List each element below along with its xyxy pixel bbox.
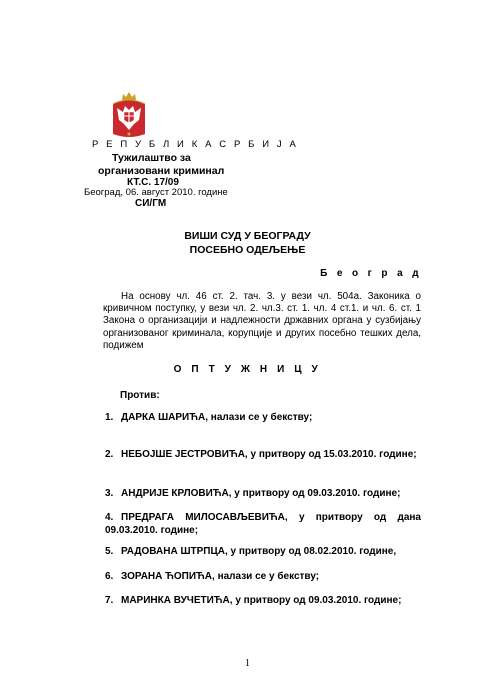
- case-number: КТ.С. 17/09: [127, 177, 179, 188]
- preamble-paragraph: На основу чл. 46 ст. 2. тач. 3. у вези чл. 504а. Законика о кривичном поступку, у вези чл. 2. чл.3. ст. 1. чл. 4 ст.1. и чл. 6. ст. 1 Закона о организацији и надлежности државних органа у сузбијању организованог криминала, корупције и других посебно тешких дела, подижем: [103, 291, 421, 351]
- accused-item: [105, 448, 421, 461]
- accused-text: АНДРИЈЕ КРЛОВИЋА, у притвору од 09.03.2010. године;: [121, 488, 401, 499]
- accused-number: 4.: [105, 512, 114, 523]
- accused-number: 7.: [105, 595, 114, 606]
- republic-heading: Р Е П У Б Л И К А С Р Б И Ј А: [92, 139, 299, 150]
- accused-text: РАДОВАНА ШТРПЦА, у притвору од 08.02.2010. године,: [121, 546, 397, 557]
- court-name: ВИШИ СУД У БЕОГРАДУ: [184, 230, 311, 242]
- accused-number: 1.: [105, 412, 114, 423]
- page-number: 1: [245, 658, 250, 669]
- document-title: О П Т У Ж Н И Ц У: [173, 364, 322, 375]
- accused-number: 3.: [105, 488, 114, 499]
- serbian-coat-of-arms-icon: [111, 90, 147, 140]
- accused-item: [105, 411, 421, 424]
- court-department: ПОСЕБНО ОДЕЉЕЊЕ: [189, 244, 306, 256]
- accused-item: [105, 570, 421, 583]
- accused-item: [105, 511, 421, 537]
- accused-text: НЕБОЈШЕ ЈЕСТРОВИЋА, у притвору од 15.03.2010. године;: [121, 449, 417, 460]
- court-city: Б е о г р а д: [320, 268, 422, 279]
- date-line: Београд, 06. август 2010. године: [84, 187, 228, 198]
- accused-number: 5.: [105, 546, 114, 557]
- accused-number: 6.: [105, 571, 114, 582]
- accused-item: [105, 545, 421, 558]
- accused-number: 2.: [105, 449, 114, 460]
- accused-text: МАРИНКА ВУЧЕТИЋА, у притвору од 09.03.2010. године;: [121, 595, 402, 606]
- accused-item: [105, 487, 421, 500]
- accused-text: ДАРКА ШАРИЋА, налази се у бекству;: [121, 412, 313, 423]
- accused-text: ЗОРАНА ЋОПИЋА, налази се у бекству;: [121, 571, 320, 582]
- prosecutor-office-line1: Тужилаштво за: [112, 152, 191, 164]
- accused-item: [105, 594, 421, 607]
- accused-text: ПРЕДРАГА МИЛОСАВЉЕВИЋА, у притвору од дана 09.03.2010. године;: [105, 512, 421, 536]
- initials: СИ/ГМ: [135, 198, 167, 209]
- prosecutor-office-line2: организовани криминал: [98, 165, 225, 177]
- against-label: Против:: [120, 390, 160, 401]
